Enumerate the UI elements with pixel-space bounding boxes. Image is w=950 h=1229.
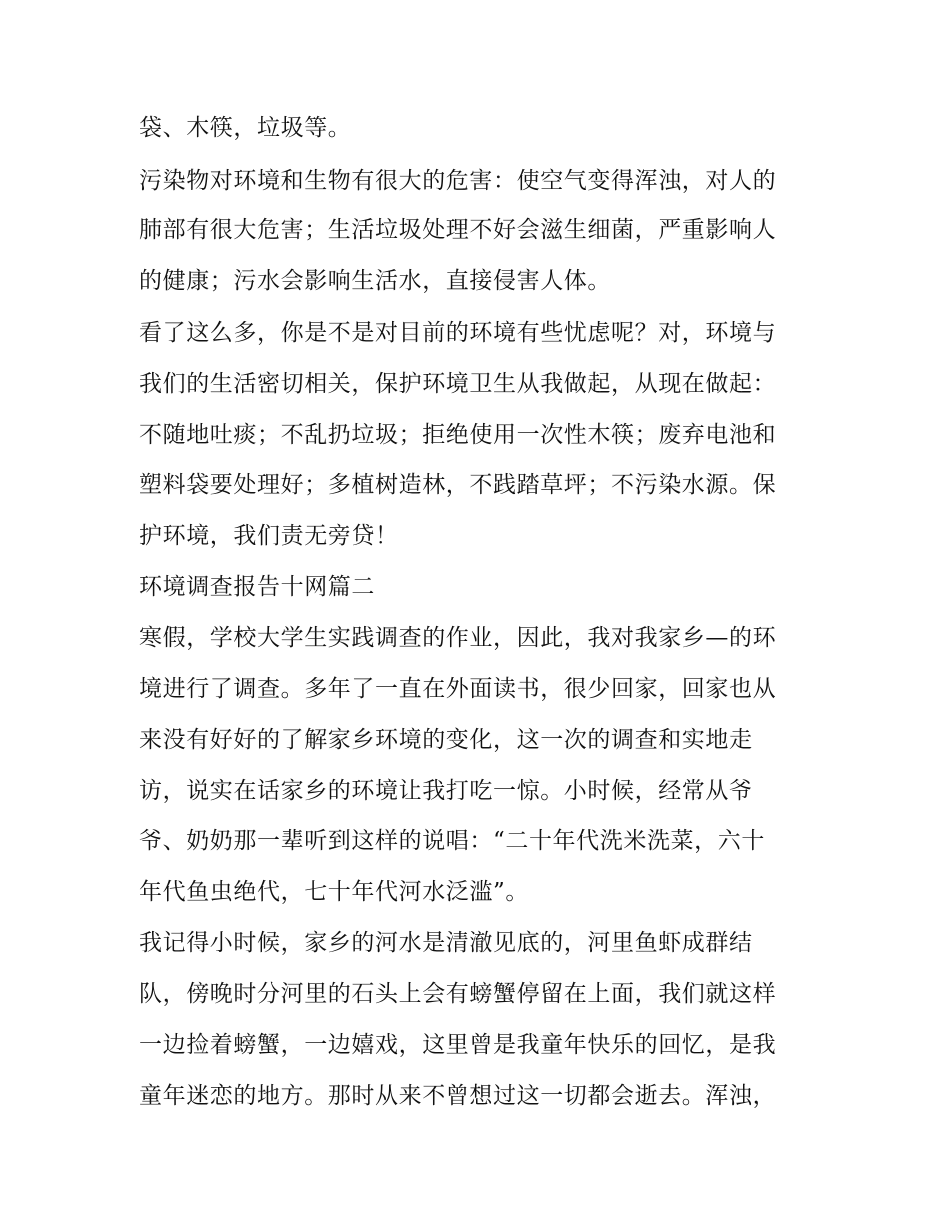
text-line: 队，傍晚时分河里的石头上会有螃蟹停留在上面，我们就这样 <box>139 981 777 1007</box>
text-line: 塑料袋要处理好；多植树造林，不践踏草坪；不污染水源。保 <box>139 472 777 498</box>
text-line: 访，说实在话家乡的环境让我打吃一惊。小时候，经常从爷 <box>139 778 753 804</box>
text-line: 来没有好好的了解家乡环境的变化，这一次的调查和实地走 <box>139 727 753 753</box>
section-heading: 环境调查报告十网篇二 <box>139 574 375 600</box>
text-line: 袋、木筷，垃圾等。 <box>139 115 352 141</box>
text-line: 境进行了调查。多年了一直在外面读书，很少回家，回家也从 <box>139 676 777 702</box>
text-line: 我记得小时候，家乡的河水是清澈见底的，河里鱼虾成群结 <box>139 930 753 956</box>
text-line: 护环境，我们责无旁贷！ <box>139 523 399 549</box>
text-line: 年代鱼虫绝代，七十年代河水泛滥”。 <box>139 879 529 905</box>
text-line: 一边捡着螃蟹，一边嬉戏，这里曾是我童年快乐的回忆，是我 <box>139 1032 777 1058</box>
text-line: 看了这么多，你是不是对目前的环境有些忧虑呢？对，环境与 <box>139 320 777 346</box>
text-line: 爷、奶奶那一辈听到这样的说唱：“二十年代洗米洗菜，六十 <box>139 828 765 854</box>
text-line: 污染物对环境和生物有很大的危害：使空气变得浑浊，对人的 <box>139 168 777 194</box>
text-line: 寒假，学校大学生实践调查的作业，因此，我对我家乡—的环 <box>139 625 777 651</box>
text-line: 不随地吐痰；不乱扔垃圾；拒绝使用一次性木筷；废弃电池和 <box>139 422 777 448</box>
text-line: 童年迷恋的地方。那时从来不曾想过这一切都会逝去。浑浊， <box>139 1083 777 1109</box>
text-line: 肺部有很大危害；生活垃圾处理不好会滋生细菌，严重影响人 <box>139 217 777 243</box>
text-line: 的健康；污水会影响生活水，直接侵害人体。 <box>139 268 611 294</box>
text-line: 我们的生活密切相关，保护环境卫生从我做起，从现在做起： <box>139 371 777 397</box>
